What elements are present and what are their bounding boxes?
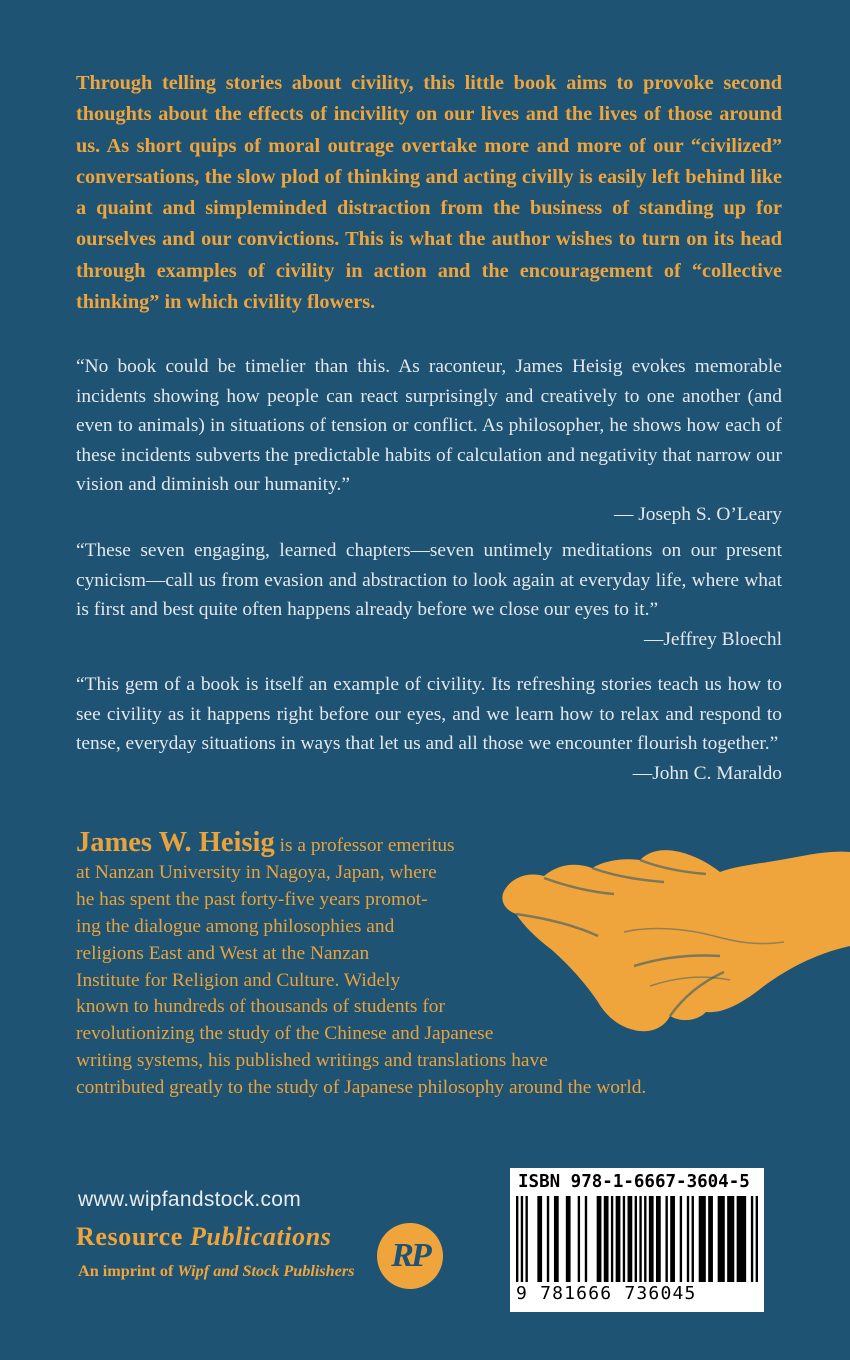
barcode-bar <box>537 1196 542 1282</box>
back-cover-blurb: Through telling stories about civility, this little book aims to provoke second thoughts about the effects of incivility on our lives and the lives of those around us. As short quips of moral outrage overtake more and more of our “civilized” conversations, the slow plod of thinking and acting civilly is easily left behind like a quaint and simpleminded distraction from the business of standing up for ourselves and our convictions. This is what the author wishes to turn on its head through examples of civility in action and the encouragement of “collective thinking” in which civility flowers. <box>76 72 782 314</box>
barcode-bar <box>680 1196 682 1282</box>
barcode-bar <box>516 1196 518 1282</box>
endorsement-text: “These seven engaging, learned chapters—seven untimely meditations on our present cynicism—call us from evasion and abstraction to look again at everyday life, where what is first and best quite often happens already before we close our eyes to it.” <box>76 540 782 620</box>
barcode-bar <box>727 1196 734 1282</box>
barcode-bar <box>521 1196 523 1282</box>
barcode-bar <box>616 1196 621 1282</box>
endorsement-author: — Joseph S. O’Leary <box>613 503 782 525</box>
endorsement <box>76 670 782 788</box>
barcode-bar <box>623 1196 625 1282</box>
barcode-bar <box>628 1196 633 1282</box>
isbn-barcode <box>510 1168 764 1312</box>
barcode-bar <box>718 1196 725 1282</box>
imprint-italic: Wipf and Stock Publishers <box>177 1262 355 1280</box>
author-bio-line: religions East and West at the Nanzan <box>76 942 370 964</box>
barcode-bar <box>547 1196 549 1282</box>
barcode-bar <box>649 1196 654 1282</box>
endorsement <box>76 536 782 654</box>
publisher-website: www.wipfandstock.com <box>78 1188 302 1211</box>
barcode-bar <box>644 1196 646 1282</box>
author-bio <box>76 827 796 1102</box>
barcode-bar <box>597 1196 602 1282</box>
endorsement-text: “This gem of a book is itself an example of civility. Its refreshing stories teach us how to see civility as it happens right before our eyes, and we learn how to relax and respond to tense, everyday situations in ways that let us and all those we encounter flourish together.” <box>76 674 782 754</box>
endorsement-text: “No book could be timelier than this. As raconteur, James Heisig evokes memorable incidents showing how people can react surprisingly and creatively to one another (and even to animals) in situations of tension or conflict. As philosopher, he shows how each of these incidents subverts the predictable habits of calculation and negativity that narrow our vision and diminish our humanity.” <box>76 356 782 495</box>
author-bio-line: known to hundreds of thousands of students for <box>76 996 445 1018</box>
barcode-bar <box>708 1196 713 1282</box>
barcode-bar <box>751 1196 753 1282</box>
barcode-bar <box>635 1196 637 1282</box>
isbn-label: ISBN 978-1-6667-3604-5 <box>518 1172 750 1192</box>
barcode-bar <box>578 1196 580 1282</box>
author-bio-line: revolutionizing the study of the Chinese and Japanese <box>76 1023 494 1045</box>
endorsement-author: —John C. Maraldo <box>632 762 782 784</box>
author-bio-line: contributed greatly to the study of Japanese philosophy around the world. <box>76 1077 647 1099</box>
barcode-bar <box>604 1196 609 1282</box>
author-bio-line: is a professor emeritus <box>274 835 455 856</box>
barcode-bar <box>525 1196 527 1282</box>
barcode-bar <box>566 1196 571 1282</box>
barcode-digits: 9 781666 736045 <box>516 1283 697 1304</box>
endorsement <box>76 352 782 529</box>
barcode-bar <box>656 1196 661 1282</box>
endorsement-author: —Jeffrey Bloechl <box>643 628 782 650</box>
author-bio-line: Institute for Religion and Culture. Widely <box>76 969 401 991</box>
barcode-bar <box>665 1196 667 1282</box>
barcode-bar <box>699 1196 706 1282</box>
barcode-bar <box>611 1196 613 1282</box>
publisher-name-regular: Resource <box>76 1222 190 1251</box>
author-bio-line: he has spent the past forty-five years promot- <box>76 888 428 910</box>
author-bio-line: ing the dialogue among philosophies and <box>76 915 395 937</box>
barcode-bars <box>516 1196 758 1282</box>
publisher-imprint <box>78 1262 354 1281</box>
barcode-bar <box>692 1196 694 1282</box>
barcode-bar <box>670 1196 675 1282</box>
barcode-bar <box>687 1196 689 1282</box>
publisher-name <box>76 1222 332 1252</box>
author-name: James W. Heisig <box>76 827 275 858</box>
author-bio-line: at Nanzan University in Nagoya, Japan, where <box>76 861 437 883</box>
barcode-bar <box>756 1196 758 1282</box>
barcode-bar <box>737 1196 746 1282</box>
imprint-regular: An imprint of <box>78 1262 178 1280</box>
publisher-name-italic: Publications <box>189 1222 332 1251</box>
barcode-bar <box>554 1196 559 1282</box>
barcode-bar <box>639 1196 641 1282</box>
author-bio-line: writing systems, his published writings and translations have <box>76 1050 548 1072</box>
publisher-logo: RP <box>377 1223 443 1289</box>
barcode-bar <box>585 1196 587 1282</box>
